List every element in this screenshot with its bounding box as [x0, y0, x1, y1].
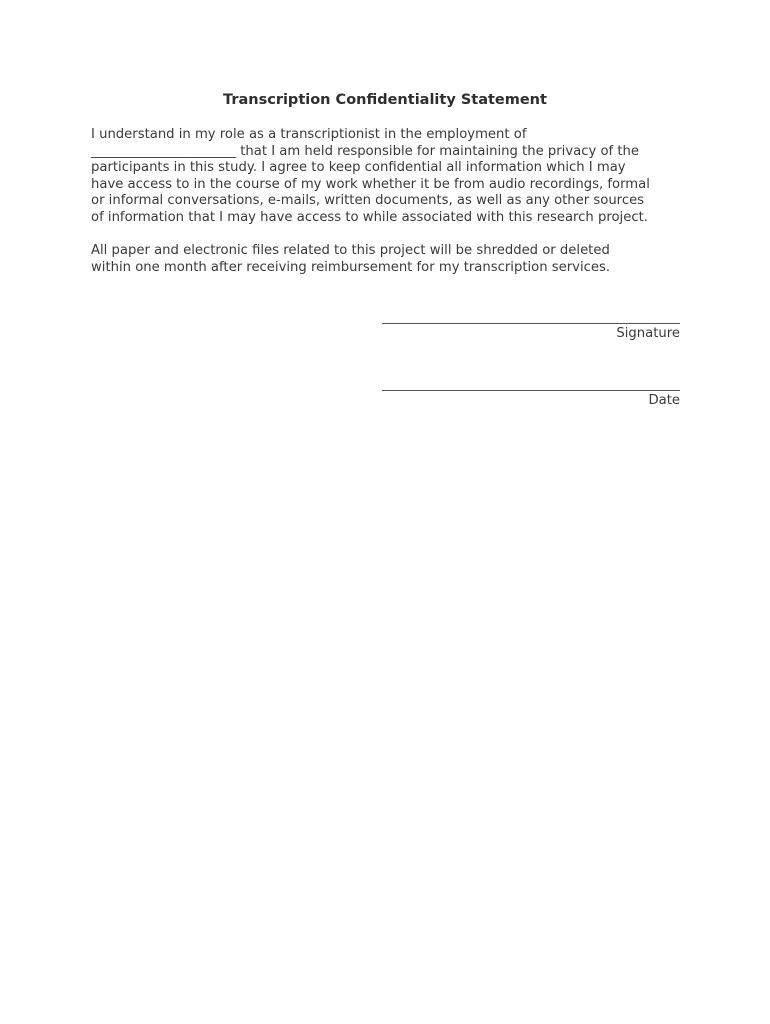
paragraph-line: have access to in the course of my work whether it be from audio recordings, formal — [91, 176, 650, 192]
paragraph-line: All paper and electronic files related to this project will be shredded or deleted — [91, 243, 610, 258]
date-label: Date — [648, 393, 680, 408]
paragraph-line: ______________________ that I am held responsible for maintaining the privacy of the — [91, 143, 640, 159]
paragraph-line: I understand in my role as a transcriptionist in the employment of — [91, 127, 527, 142]
paragraph-line: of information that I may have access to while associated with this research project. — [91, 209, 648, 225]
document-title: Transcription Confidentiality Statement — [223, 92, 547, 108]
paragraph-line: or informal conversations, e-mails, written documents, as well as any other sources — [91, 193, 645, 209]
date-block — [382, 390, 680, 408]
paragraph-line: participants in this study. I agree to keep confidential all information which I may — [91, 160, 626, 176]
file-disposal-paragraph — [91, 243, 691, 276]
signature-block — [382, 323, 680, 341]
paragraph-line: within one month after receiving reimbursement for my transcription services. — [91, 259, 611, 275]
confidentiality-paragraph — [91, 127, 691, 227]
signature-line[interactable] — [382, 323, 680, 324]
date-line[interactable] — [382, 390, 680, 391]
signature-label: Signature — [616, 326, 680, 341]
